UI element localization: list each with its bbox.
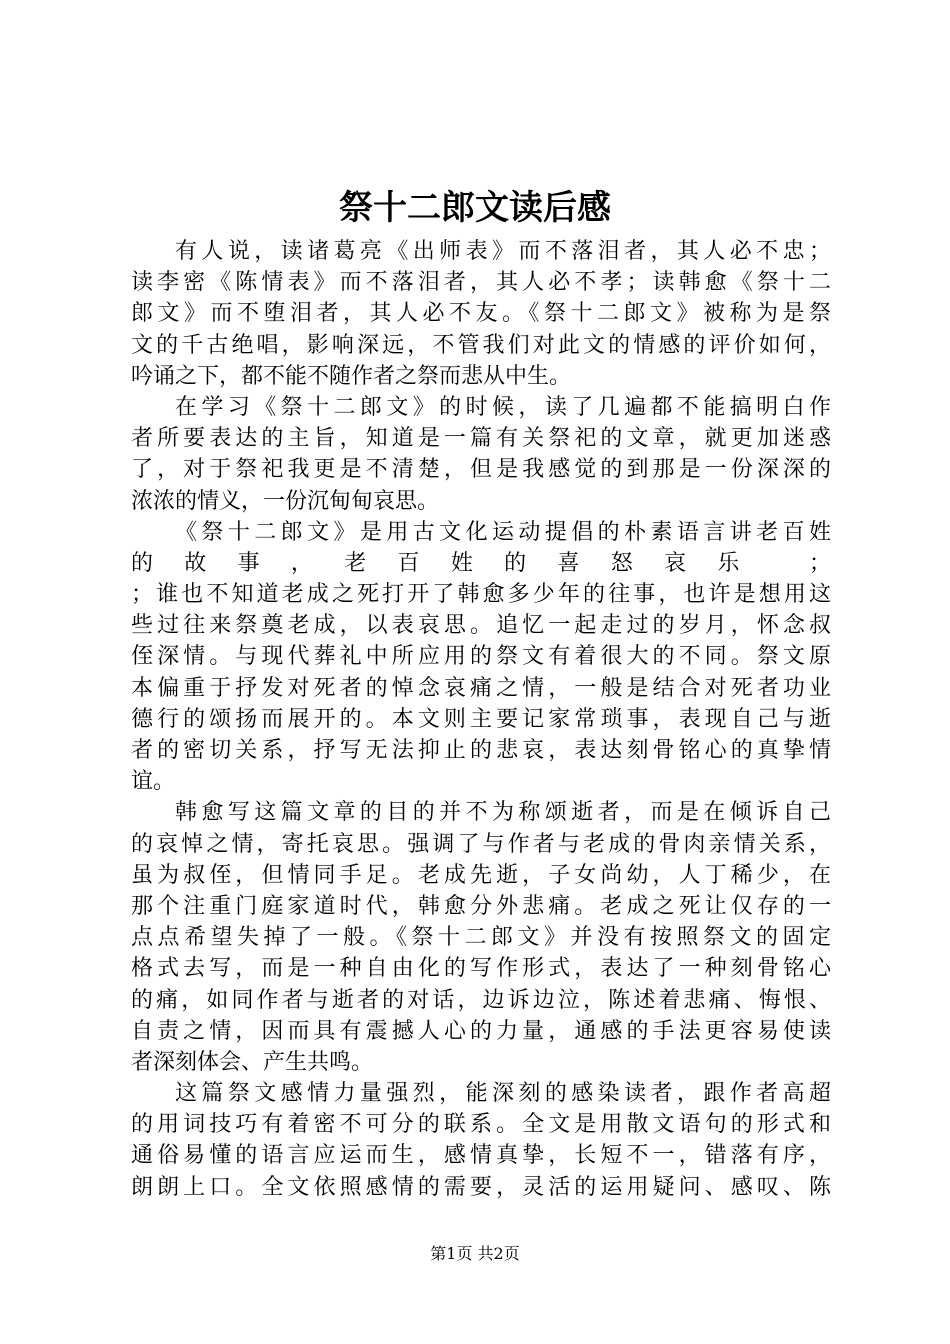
text-line: 朗朗上口。全文依照感情的需要，灵活的运用疑问、感叹、陈 <box>131 1174 831 1200</box>
text-line: ；谁也不知道老成之死打开了韩愈多少年的往事，也许是想用这 <box>131 582 831 608</box>
text-line: 了，对于祭祀我更是不清楚，但是我感觉的到那是一份深深的 <box>131 457 831 483</box>
page-title: 祭十二郎文读后感 <box>339 188 611 228</box>
paragraph <box>131 236 831 392</box>
text-line: 韩愈写这篇文章的目的并不为称颂逝者，而是在倾诉自己 <box>175 800 831 826</box>
text-line: 的故事，老百姓的喜怒哀乐 ； <box>131 550 831 576</box>
text-line: 虽为叔侄，但情同手足。老成先逝，子女尚幼，人丁稀少，在 <box>131 862 831 888</box>
paragraph <box>131 1078 831 1203</box>
text-line: 者所要表达的主旨，知道是一篇有关祭祀的文章，就更加迷惑 <box>131 426 831 452</box>
text-line: 郎文》而不堕泪者，其人必不友。《祭十二郎文》被称为是祭 <box>131 301 831 327</box>
text-line: 这篇祭文感情力量强烈，能深刻的感染读者，跟作者高超 <box>175 1081 831 1107</box>
document-body <box>131 236 831 1203</box>
text-line: 浓浓的情义，一份沉甸甸哀思。 <box>131 488 440 514</box>
text-line: 那个注重门庭家道时代，韩愈分外悲痛。老成之死让仅存的一 <box>131 893 831 919</box>
text-line: 文的千古绝唱，影响深远，不管我们对此文的情感的评价如何， <box>131 332 831 358</box>
text-line: 侄深情。与现代葬礼中所应用的祭文有着很大的不同。祭文原 <box>131 644 831 670</box>
page-footer: 第1页 共2页 <box>430 1244 520 1263</box>
text-line: 有人说，读诸葛亮《出师表》而不落泪者，其人必不忠； <box>175 239 831 264</box>
text-line: 者深刻体会、产生共鸣。 <box>131 1049 374 1075</box>
text-line: 在学习《祭十二郎文》的时候，读了几遍都不能搞明白作 <box>175 394 831 420</box>
text-line: 点点希望失掉了一般。《祭十二郎文》并没有按照祭文的固定 <box>131 925 831 951</box>
text-line: 谊。 <box>131 769 176 795</box>
text-line: 者的密切关系，抒写无法抑止的悲哀，表达刻骨铭心的真挚情 <box>131 738 831 763</box>
paragraph <box>131 392 831 517</box>
paragraph <box>131 797 831 1078</box>
text-line: 德行的颂扬而展开的。本文则主要记家常琐事，表现自己与逝 <box>131 706 831 732</box>
paragraph <box>131 517 831 798</box>
text-line: 《祭十二郎文》是用古文化运动提倡的朴素语言讲老百姓 <box>175 519 831 545</box>
text-line: 的哀悼之情，寄托哀思。强调了与作者与老成的骨肉亲情关系， <box>131 831 831 857</box>
text-line: 格式去写，而是一种自由化的写作形式，表达了一种刻骨铭心 <box>131 956 831 982</box>
text-line: 些过往来祭奠老成，以表哀思。追忆一起走过的岁月，怀念叔 <box>131 613 831 639</box>
text-line: 读李密《陈情表》而不落泪者，其人必不孝；读韩愈《祭十二 <box>131 270 831 296</box>
text-line: 的痛，如同作者与逝者的对话，边诉边泣，陈述着悲痛、悔恨、 <box>131 987 831 1013</box>
text-line: 的用词技巧有着密不可分的联系。全文是用散文语句的形式和 <box>131 1112 831 1138</box>
text-line: 自责之情，因而具有震撼人心的力量，通感的手法更容易使读 <box>131 1018 831 1044</box>
text-line: 通俗易懂的语言应运而生，感情真挚，长短不一，错落有序， <box>131 1143 831 1169</box>
text-line: 本偏重于抒发对死者的悼念哀痛之情，一般是结合对死者功业 <box>131 675 831 701</box>
text-line: 吟诵之下，都不能不随作者之祭而悲从中生。 <box>131 363 572 389</box>
